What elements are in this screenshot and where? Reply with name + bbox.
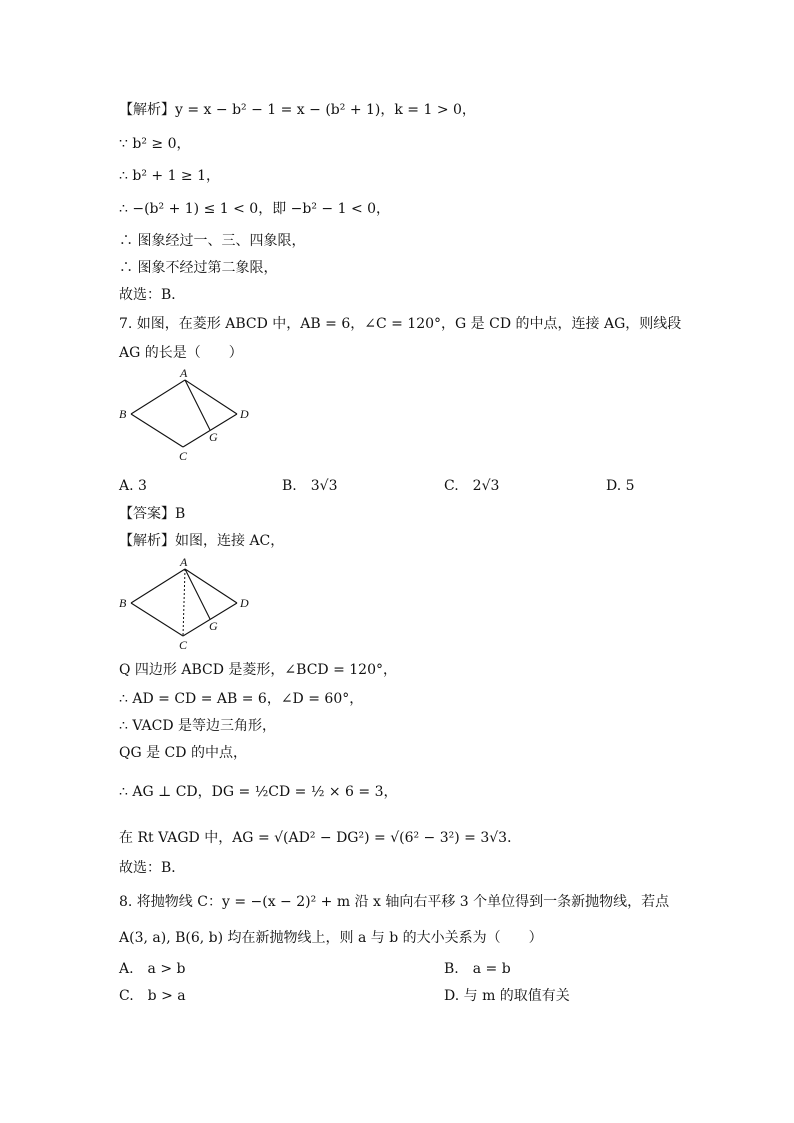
q8-option-c: C. b > a [119,988,186,1004]
q8-option-d: D. 与 m 的取值有关 [444,988,570,1004]
sol6-line-2: ∵ b² ≥ 0， [119,136,191,152]
rhombus-figure-with-diagonal [110,552,260,652]
q7-option-c: C. 2√3 [444,478,500,494]
label-d: D [240,407,249,421]
q7-answer: 【答案】B [119,506,186,522]
label-g: G [209,619,218,633]
q7-option-d: D. 5 [606,478,635,494]
sol6-line-4: ∴ −(b² + 1) ≤ 1 < 0，即 −b² − 1 < 0， [119,201,391,217]
label-b: B [119,596,127,610]
q7-sol-line-6: ∴ AG ⊥ CD，DG = ½CD = ½ × 6 = 3， [119,784,398,800]
sol6-line-1: 【解析】y = x − b² − 1 = x − (b² + 1)，k = 1 > 0， [119,102,476,118]
rhombus-figure [110,365,260,465]
sol6-line-5: ∴ 图象经过一、三、四象限， [119,233,306,249]
q7-sol-line-4: ∴ VACD 是等边三角形， [119,718,277,734]
q8-option-b: B. a = b [444,961,511,977]
q7-option-b: B. 3√3 [282,478,338,494]
segment-cb [131,603,183,636]
segment-ac-dashed [183,569,185,636]
q8-stem-line-1: 8. 将抛物线 C：y = −(x − 2)² + m 沿 x 轴向右平移 3 个单位得到一条新抛物线，若点 [119,894,670,910]
segment-ad [185,569,237,603]
q7-sol-line-2: Q 四边形 ABCD 是菱形，∠BCD = 120°， [119,662,397,678]
q7-sol-line-3: ∴ AD = CD = AB = 6，∠D = 60°， [119,691,364,707]
segment-ab [131,569,185,603]
q7-sol-line-7: 在 Rt VAGD 中，AG = √(AD² − DG²) = √(6² − 3²) = 3√3． [119,830,522,846]
q7-sol-line-8: 故选：B． [119,860,186,876]
q8-stem-line-2: A(3, a), B(6, b) 均在新抛物线上，则 a 与 b 的大小关系为（ ） [119,930,543,946]
label-c: C [179,449,188,463]
segment-ag [185,380,210,430]
segment-cb [131,414,183,447]
label-a: A [180,366,188,380]
q7-stem-line-2: AG 的长是（ ） [119,345,243,361]
q7-sol-line-1: 【解析】如图，连接 AC， [119,533,285,549]
q7-stem-line-1: 7. 如图，在菱形 ABCD 中，AB = 6，∠C = 120°，G 是 CD 的中点，连接 AG，则线段 [119,316,682,332]
segment-ag [185,569,210,619]
sol6-line-3: ∴ b² + 1 ≥ 1， [119,168,221,184]
label-b: B [119,407,127,421]
sol6-line-6: ∴ 图象不经过第二象限， [119,260,278,276]
segment-ab [131,380,185,414]
label-c: C [179,638,188,652]
q7-option-a: A. 3 [119,478,147,494]
q8-option-a: A. a > b [119,961,186,977]
q7-sol-line-5: QG 是 CD 的中点， [119,745,247,761]
label-d: D [240,596,249,610]
sol6-line-7: 故选：B． [119,287,186,303]
segment-ad [185,380,237,414]
label-g: G [209,430,218,444]
label-a: A [180,555,188,569]
